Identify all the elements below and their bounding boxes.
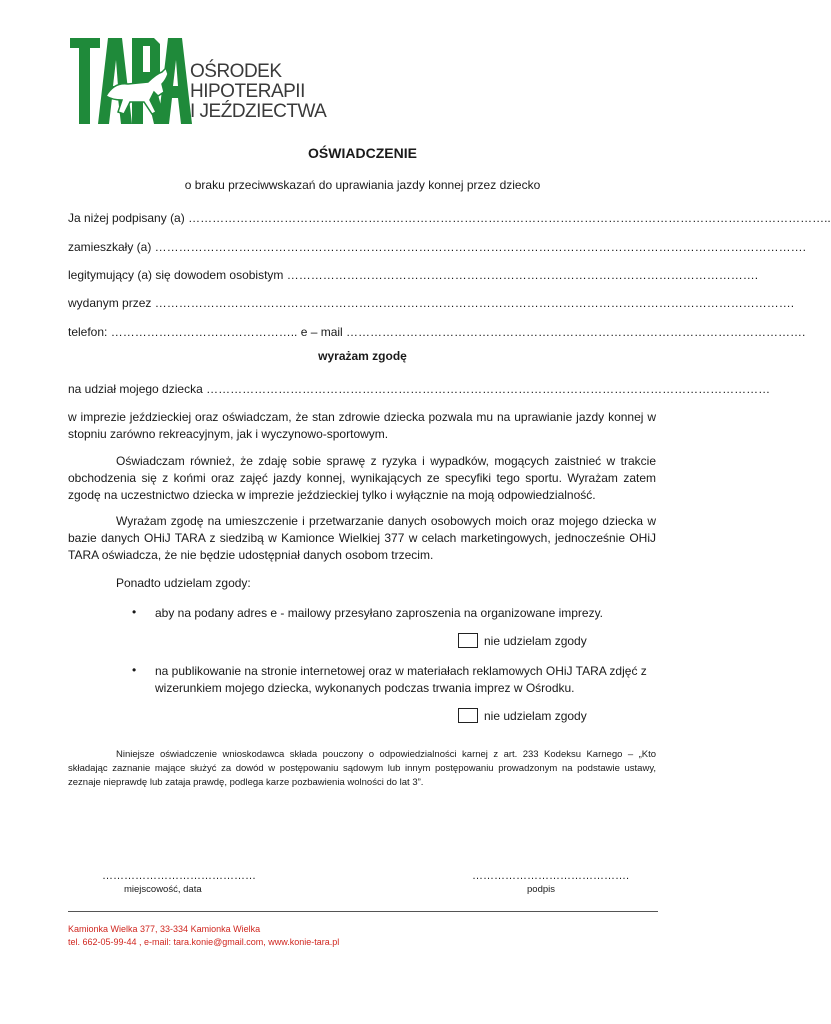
opt-out-photo-row[interactable] xyxy=(458,708,587,723)
child-field[interactable]: na udział mojego dziecka …………………………………………………………………………………………………………………………… xyxy=(68,382,771,396)
logo-line-3: I JEŹDZIECTWA xyxy=(190,101,327,122)
bullet-2: • xyxy=(132,663,137,677)
footer-address: Kamionka Wielka 377, 33-334 Kamionka Wielka xyxy=(68,924,261,934)
document-subtitle: o braku przeciwwskazań do uprawiania jazdy konnej przez dziecko xyxy=(184,178,541,192)
phone-email-field[interactable]: telefon: ……………………………………….. e – mail ……………………………………………………………………………………………………. xyxy=(68,325,806,339)
paragraph-additional-consent: Ponadto udzielam zgody: xyxy=(116,576,251,590)
legal-notice: Niniejsze oświadczenie wnioskodawca składa pouczony o odpowiedzialności karnej z art. 233 Kodeksu Karnego – „Kto składając zaznanie mające służyć za dowód w postępowaniu sądowym lub innym postępowaniu prowadzonym na podstawie ustawy, zeznaje nieprawdę lub zataja prawdę, podlega karze pozbawienia wolności do lat 3”. xyxy=(68,749,656,788)
opt-out-photo-label: nie udzielam zgody xyxy=(484,708,587,723)
bullet-email-invitations: aby na podany adres e - mailowy przesyłano zaproszenia na organizowane imprezy. xyxy=(155,606,604,620)
paragraph-health: w imprezie jeździeckiej oraz oświadczam, że stan zdrowie dziecka pozwala mu na uprawianie jazdy konnej w stopniu zarówno rekreacyjnym, jak i wyczynowo-sportowym. xyxy=(68,410,656,441)
logo-line-1: OŚRODEK xyxy=(190,61,282,82)
footer-divider xyxy=(68,911,658,912)
issued-by-field[interactable]: wydanym przez ……………………………………………………………………………………………………………………………………………. xyxy=(68,296,795,310)
bullet-photo-publication: na publikowanie na stronie internetowej oraz w materiałach reklamowych OHiJ TARA zdjęć z wizerunkiem mojego dziecka, wykonanych podczas trwania imprez w Ośrodku. xyxy=(155,664,647,695)
signature-line[interactable]: ……………………………………. xyxy=(472,870,630,882)
opt-out-email-label: nie udzielam zgody xyxy=(484,633,587,648)
document-title: OŚWIADCZENIE xyxy=(308,145,417,161)
opt-out-email-row[interactable] xyxy=(458,633,587,648)
opt-out-email-checkbox[interactable] xyxy=(458,633,478,648)
id-document-field[interactable]: legitymujący (a) się dowodem osobistym ………………………………………………………………………………………………………. xyxy=(68,268,759,282)
paragraph-data-processing: Wyrażam zgodę na umieszczenie i przetwarzanie danych osobowych moich oraz mojego dziecka w bazie danych OHiJ TARA z siedzibą w Kamionce Wielkiej 377 w celach marketingowych, jednocześnie OHiJ TARA oświadcza, że nie będzie udostępniał danych osobom trzecim. xyxy=(68,514,656,562)
consent-heading: wyrażam zgodę xyxy=(318,349,407,363)
place-date-label: miejscowość, data xyxy=(124,884,202,895)
place-date-line[interactable]: …………………………………… xyxy=(102,870,256,882)
address-field[interactable]: zamieszkały (a) ………………………………………………………………………………………………………………………………………………. xyxy=(68,240,807,254)
name-field[interactable]: Ja niżej podpisany (a) …………………………………………………………………………………………………………………………………………….. xyxy=(68,211,831,225)
opt-out-photo-checkbox[interactable] xyxy=(458,708,478,723)
signature-label: podpis xyxy=(527,884,555,895)
logo-text xyxy=(190,62,326,122)
paragraph-risk: Oświadczam również, że zdaję sobie sprawę z ryzyka i wypadków, mogących zaistnieć w trakcie obchodzenia się z końmi oraz zajęć jazdy konnej, wynikających ze specyfiki tego sportu. Wyrażam zatem zgodę na uczestnictwo dziecka w imprezie jeździeckiej tylko i wyłącznie na moją odpowiedzialność. xyxy=(68,454,656,502)
bullet-1: • xyxy=(132,605,137,619)
logo-line-2: HIPOTERAPII xyxy=(190,81,305,102)
footer-contact: tel. 662-05-99-44 , e-mail: tara.konie@gmail.com, www.konie-tara.pl xyxy=(68,937,340,947)
